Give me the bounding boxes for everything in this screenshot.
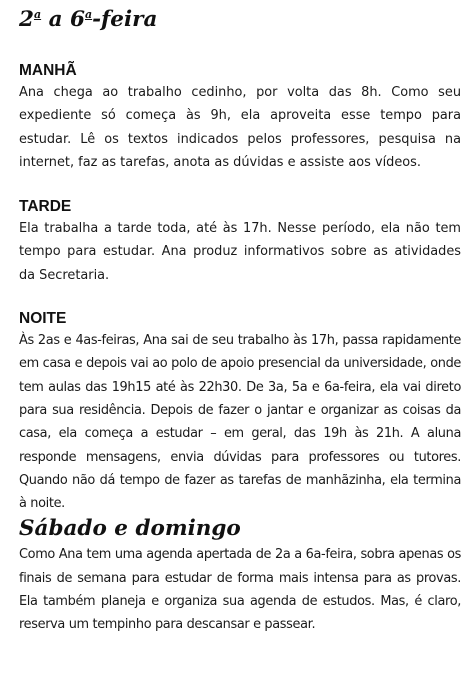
weekday-heading [19,6,461,34]
weekday-heading-sup2: a [84,7,93,21]
section-text-tarde: Ela trabalha a tarde toda, até às 17h. Nesse período, ela não tem tempo para estudar. Ana produz informativos sobre as atividades da Secretaria. [19,221,461,283]
section-text-manha: Ana chega ao trabalho cedinho, por volta das 8h. Como seu expediente só começa às 9h, ela aproveita esse tempo para estudar. Lê os textos indicados pelos professores, pesquisa na internet, faz as tarefas, anota as dúvidas e assiste aos vídeos. [19,85,461,170]
section-title-tarde: TARDE [19,198,72,216]
weekend-heading: Sábado e domingo [19,516,241,542]
weekday-heading-prefix: 2 [19,7,34,32]
weekday-heading-sup1: a [33,7,42,21]
section-manha [19,61,461,174]
weekday-heading-middle: a 6 [41,7,85,32]
section-text-noite: Às 2as e 4as-feiras, Ana sai de seu trabalho às 17h, passa rapidamente em casa e depois vai ao polo de apoio presencial da universidade, onde tem aulas das 19h15 até às 22h30. De 3a, 5a e 6a-feira, ela vai direto para sua residência. Depois de fazer o jantar e organizar as coisas da casa, ela começa a estudar – em geral, das 19h às 21h. A aluna responde mensagens, envia dúvidas para professores ou tutores. Quando não dá tempo de fazer as tarefas de manhãzinha, ela termina à noite. [19,333,461,512]
section-title-manha: MANHÃ [19,62,77,79]
section-noite [19,309,461,515]
weekend-text: Como Ana tem uma agenda apertada de 2a a 6a-feira, sobra apenas os finais de semana para estudar de forma mais intensa para as provas. Ela também planeja e organiza sua agenda de estudos. Mas, é claro, reserva um tempinho para descansar e passear. [19,547,461,633]
page-content [19,0,461,637]
section-title-noite: NOITE [19,310,67,328]
weekday-heading-suffix: -feira [92,7,158,32]
section-tarde [19,197,461,287]
